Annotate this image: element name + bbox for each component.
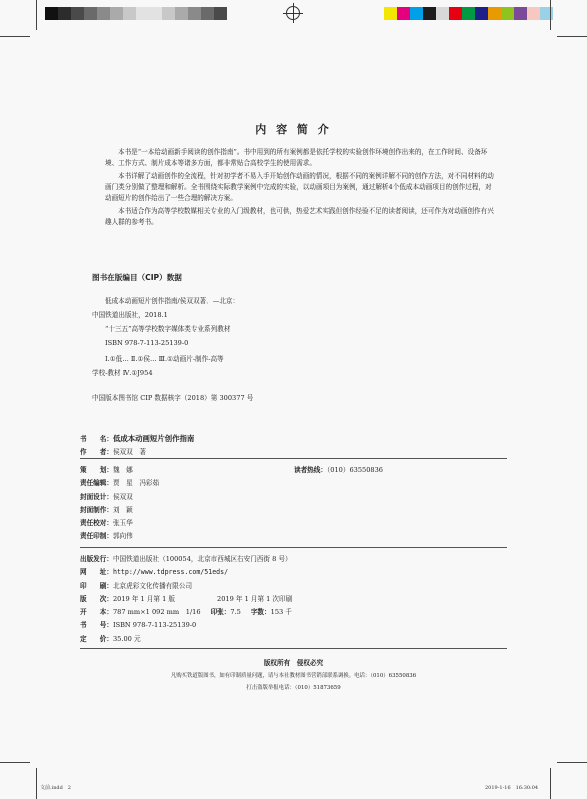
- gray-swatch: [136, 7, 149, 20]
- gray-swatch: [162, 7, 175, 20]
- crop-mark: [557, 762, 587, 763]
- color-swatch: [514, 7, 527, 20]
- copyright-notice: 版权所有 侵权必究: [263, 659, 324, 667]
- color-swatch: [475, 7, 488, 20]
- cip-line: 中国铁道出版社，2018.1: [92, 311, 168, 319]
- summary-title: 内 容 简 介: [255, 123, 332, 136]
- color-swatch: [527, 7, 540, 20]
- gray-swatch: [84, 7, 97, 20]
- book-title: 低成本动画短片创作指南: [112, 434, 195, 443]
- staff-row: 封面设计：侯双双: [80, 492, 133, 501]
- staff-row: 封面制作：刘 颖: [80, 505, 133, 514]
- slug-filename: 文前.indd 2: [40, 785, 71, 791]
- book-author-label: 作 者：: [80, 448, 113, 456]
- color-swatch: [488, 7, 501, 20]
- gray-swatch: [110, 7, 123, 20]
- color-swatch: [410, 7, 423, 20]
- cip-class-line: 学校-教材 Ⅳ.①J954: [92, 369, 153, 377]
- gray-swatch: [149, 7, 162, 20]
- gray-swatch: [175, 7, 188, 20]
- pub-row-isbn: 书 号：ISBN 978-7-113-25139-0: [80, 621, 197, 630]
- cip-line: 低成本动画短片创作指南/侯双双著．—北京：: [105, 297, 240, 305]
- staff-list: [80, 464, 159, 544]
- cip-record: 中国版本图书馆 CIP 数据核字（2018）第 300377 号: [92, 394, 254, 402]
- staff-row: 责任印制：郭向伟: [80, 532, 133, 541]
- publication-info: [80, 553, 292, 646]
- pub-row-publisher: 出版发行：中国铁道出版社（100054，北京市西城区右安门西街 8 号）: [80, 555, 292, 563]
- staff-row: 责任校对：张玉华: [80, 519, 133, 528]
- color-bar: [384, 7, 553, 20]
- hotline-label: 读者热线：: [294, 466, 327, 474]
- crop-mark: [0, 36, 30, 37]
- grayscale-bar: [45, 7, 227, 20]
- registration-mark-cross-v: [293, 3, 294, 23]
- pub-row-print: 印 刷：北京虎彩文化传播有限公司: [80, 581, 193, 590]
- color-swatch: [423, 7, 436, 20]
- book-title-row: [80, 433, 194, 444]
- pub-row-format: 开 本：787 mm×1 092 mm 1/16 印张：7.5 字数：153 千: [80, 608, 292, 617]
- crop-mark: [36, 0, 37, 30]
- quality-notice: 凡购买铁道版图书，如有印制质量问题，请与本社教材图书营销部联系调换。电话：（010）63550836: [170, 673, 417, 679]
- cip-line: “十三五”高等学校数字媒体类专业系列教材: [105, 325, 231, 333]
- pub-row-site: 网 址：http://www.tdpress.com/51eds/: [80, 568, 229, 577]
- color-swatch: [384, 7, 397, 20]
- color-swatch: [540, 7, 553, 20]
- divider: [80, 648, 507, 649]
- cip-block: [92, 294, 239, 350]
- divider: [80, 547, 507, 548]
- summary-paragraph: 本书是“一本给动画新手阅读的创作指南”。书中用到的所有案例都是依托学校的实验创作环境创作出来的，在工作时间、设备环境、工作方式、制片成本等诸多方面，都非常贴合高校学生的使用需求。: [105, 148, 488, 167]
- summary-body: [105, 147, 498, 228]
- gray-swatch: [45, 7, 58, 20]
- gray-swatch: [58, 7, 71, 20]
- crop-mark: [557, 36, 587, 37]
- crop-mark: [550, 768, 551, 799]
- hotline-value: （010）63550836: [326, 466, 384, 474]
- color-swatch: [436, 7, 449, 20]
- gray-swatch: [188, 7, 201, 20]
- cip-heading: 图书在版编目（CIP）数据: [92, 273, 182, 282]
- staff-row: 责任编辑：贾 星 冯彩茹: [80, 479, 160, 488]
- color-swatch: [397, 7, 410, 20]
- color-swatch: [501, 7, 514, 20]
- book-title-label: 书 名：: [80, 435, 113, 443]
- pub-row-edition: 版 次：2019 年 1 月第 1 版 2019 年 1 月第 1 次印刷: [80, 594, 293, 603]
- piracy-hotline: 打击盗版举报电话：（010）51873659: [246, 685, 341, 691]
- gray-swatch: [214, 7, 227, 20]
- color-swatch: [449, 7, 462, 20]
- gray-swatch: [201, 7, 214, 20]
- gray-swatch: [71, 7, 84, 20]
- crop-mark: [36, 768, 37, 799]
- divider: [80, 458, 507, 459]
- crop-mark: [550, 0, 551, 30]
- cip-class-line: Ⅰ.①低… Ⅱ.①侯… Ⅲ.①动画片-制作-高等: [105, 355, 224, 363]
- cip-classification: [92, 352, 224, 380]
- staff-row: 策 划：魏 娜: [80, 466, 133, 474]
- book-author-row: [80, 446, 146, 456]
- color-swatch: [462, 7, 475, 20]
- summary-paragraph: 本书适合作为高等学校数媒相关专业的入门级教材，也可供，热爱艺术实践但创作经验不足的读者阅读，还可作为对动画创作有兴趣人群的参考书。: [105, 207, 494, 226]
- summary-paragraph: 本书详解了动画创作的全流程，针对初学者不易入手开始创作动画的情况，根据不同的案例详解不同的创作方法，对不同材料的动画门类分别做了整理和解析。全书围绕实际教学案例中完成的实验，以动画项目为案例，通过解析4个低成本动画项目的创作过程，对动画短片的创作给出了一些合理的解决方案。: [105, 172, 494, 202]
- gray-swatch: [123, 7, 136, 20]
- cip-line: ISBN 978-7-113-25139-0: [105, 339, 189, 347]
- gray-swatch: [97, 7, 110, 20]
- book-author: 侯双双 著: [112, 448, 146, 456]
- reader-hotline: [294, 464, 383, 477]
- pub-row-price: 定 价：35.00 元: [80, 634, 141, 643]
- slug-timestamp: 2019-1-16 16:30:04: [485, 785, 539, 791]
- crop-mark: [0, 762, 30, 763]
